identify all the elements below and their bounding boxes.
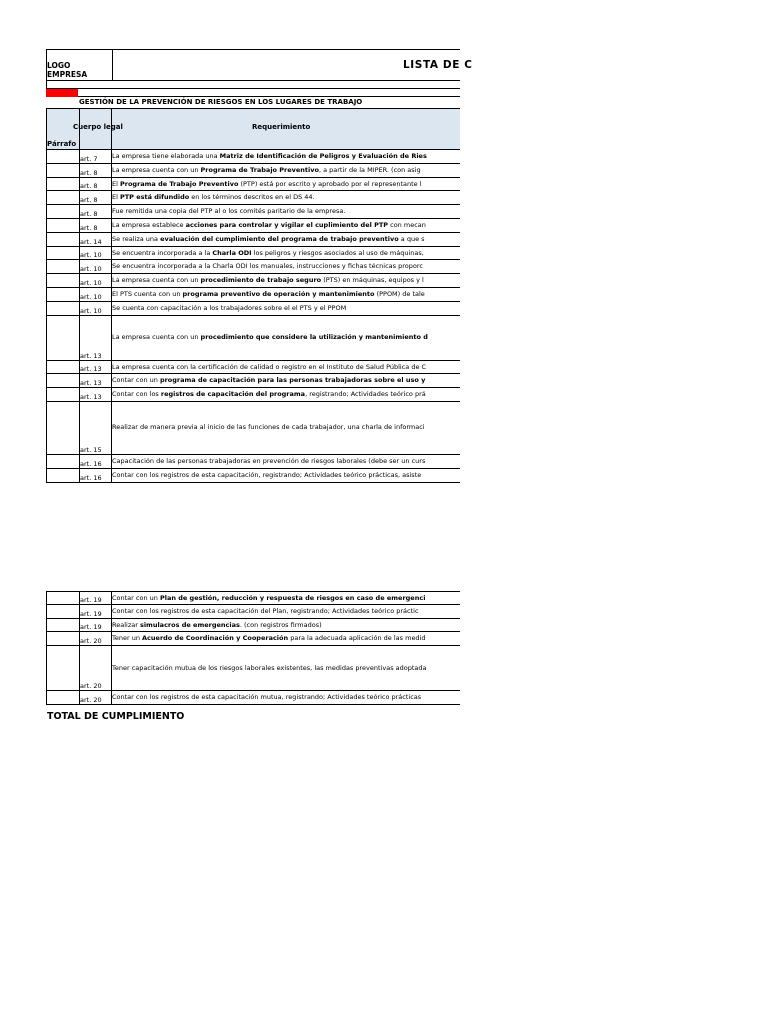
- requirement-text: Tener capacitación mutua de los riesgos laborales existentes, las medidas preventivas adoptada: [112, 663, 427, 672]
- parrafo-cell: [47, 247, 80, 260]
- requirement-cell: [112, 455, 460, 468]
- requirement-text: El: [112, 179, 120, 188]
- table-row: [46, 274, 460, 288]
- table-row: [46, 150, 460, 164]
- column-header-requerimiento: Requerimiento: [252, 123, 311, 131]
- requirement-cell: [112, 150, 460, 163]
- article-label: art. 14: [80, 237, 102, 246]
- article-cell: [79, 260, 112, 273]
- requirement-text: . (con registros firmados): [239, 620, 322, 629]
- article-cell: [79, 402, 112, 454]
- parrafo-cell: [47, 274, 80, 287]
- requirement-cell: [112, 274, 460, 287]
- article-label: art. 10: [80, 251, 102, 260]
- requirement-text: acciones para controlar y vigilar el cuplimiento del PTP: [185, 220, 389, 229]
- article-label: art. 16: [80, 473, 102, 482]
- article-label: art. 16: [80, 459, 102, 468]
- table-row: [46, 233, 460, 247]
- requirement-cell: [112, 219, 460, 232]
- requirement-text: registros de capacitación del programa: [160, 390, 306, 399]
- spacer-row: [46, 80, 460, 89]
- article-cell: [79, 288, 112, 301]
- parrafo-cell: [47, 233, 80, 246]
- requirement-cell: [112, 302, 460, 315]
- article-cell: [79, 361, 112, 374]
- requirement-text: en los términos descritos en el DS 44.: [189, 193, 315, 202]
- requirement-text: La empresa cuenta con un: [112, 276, 201, 285]
- requirement-cell: [112, 260, 460, 273]
- red-flag-cell: [46, 89, 78, 97]
- parrafo-cell: [47, 361, 80, 374]
- parrafo-cell: [47, 592, 80, 604]
- table-row: [46, 260, 460, 274]
- requirement-cell: [112, 191, 460, 204]
- table-row: [46, 288, 460, 302]
- article-label: art. 10: [80, 306, 102, 315]
- parrafo-header: Párrafo: [47, 140, 77, 148]
- requirement-text: a que s: [398, 234, 425, 243]
- article-cell: [79, 178, 112, 191]
- requirement-cell: [112, 402, 460, 454]
- parrafo-cell: [47, 219, 80, 232]
- article-label: art. 15: [80, 445, 102, 454]
- table-row: [46, 388, 460, 402]
- requirement-text: El PTS cuenta con un: [112, 289, 183, 298]
- requirement-text: Charla ODI: [212, 248, 252, 257]
- table-row: [46, 469, 460, 483]
- article-cell: [79, 233, 112, 246]
- table-row: [46, 191, 460, 205]
- article-cell: [79, 691, 112, 704]
- requirement-text: con mecan: [388, 220, 426, 229]
- article-cell: [79, 632, 112, 645]
- table-row: [46, 374, 460, 388]
- requirement-text: La empresa establece: [112, 220, 186, 229]
- article-label: art. 20: [80, 682, 102, 691]
- article-cell: [79, 247, 112, 260]
- table-row: [46, 205, 460, 219]
- requirement-text: (PTP) está por escrito y aprobado por el representante l: [238, 179, 422, 188]
- article-label: art. 13: [80, 392, 102, 401]
- requirement-text: Se cuenta con capacitación a los trabajadores sobre el el PTS y el PPOM: [112, 303, 347, 312]
- requirement-cell: [112, 632, 460, 645]
- article-cell: [79, 646, 112, 690]
- parrafo-cell: [47, 455, 80, 468]
- article-cell: [79, 302, 112, 315]
- requirement-text: Se realiza una: [112, 234, 161, 243]
- requirement-cell: [112, 361, 460, 374]
- parrafo-cell: [47, 632, 80, 645]
- article-label: art. 8: [80, 182, 98, 191]
- requirement-cell: [112, 592, 460, 604]
- cuerpo-legal-header: Cuerpo legal: [73, 123, 123, 131]
- requirement-cell: [112, 691, 460, 704]
- requirement-cell: [112, 205, 460, 218]
- requirement-text: La empresa cuenta con un: [112, 333, 201, 342]
- article-cell: [79, 619, 112, 632]
- requirement-cell: [112, 316, 460, 360]
- section-title: GESTIÓN DE LA PREVENCIÓN DE RIESGOS EN LOS LUGARES DE TRABAJO: [79, 98, 363, 106]
- article-label: art. 19: [80, 609, 102, 618]
- article-label: art. 8: [80, 209, 98, 218]
- requirement-text: Contar con los: [112, 390, 161, 399]
- article-label: art. 13: [80, 379, 102, 388]
- article-cell: [79, 605, 112, 618]
- requirements-table: [46, 150, 460, 483]
- article-label: art. 8: [80, 223, 98, 232]
- parrafo-cell: [47, 374, 80, 387]
- article-label: art. 10: [80, 278, 102, 287]
- article-cell: [79, 219, 112, 232]
- requirement-text: Capacitación de las personas trabajadoras en prevención de riesgos laborales (debe ser un curs: [112, 456, 426, 465]
- requirement-text: (PPOM) de tale: [374, 289, 425, 298]
- requirement-cell: [112, 233, 460, 246]
- requirement-text: Contar con un: [112, 594, 160, 602]
- requirement-cell: [112, 247, 460, 260]
- requirement-text: Contar con un: [112, 376, 160, 385]
- article-label: art. 8: [80, 196, 98, 205]
- total-label: TOTAL DE CUMPLIMIENTO: [47, 711, 185, 722]
- sheet-header: [46, 49, 473, 81]
- requirement-text: programa preventivo de operación y mantenimiento: [182, 289, 375, 298]
- requirement-text: La empresa tiene elaborada una: [112, 152, 220, 160]
- parrafo-cell: [47, 288, 80, 301]
- article-label: art. 7: [80, 154, 98, 163]
- requirement-text: Plan de gestión, reducción y respuesta de riesgos en caso de emergenci: [159, 594, 426, 602]
- requirement-cell: [112, 469, 460, 482]
- table-row: [46, 402, 460, 455]
- requirement-text: La empresa cuenta con la certificación de calidad o registro en el Instituto de Salud Pública de C: [112, 362, 427, 371]
- logo-cell: [47, 50, 113, 81]
- parrafo-cell: [47, 646, 80, 690]
- requirement-cell: [112, 288, 460, 301]
- table-row: [46, 646, 460, 691]
- article-label: art. 8: [80, 168, 98, 177]
- table-row: [46, 178, 460, 192]
- parrafo-cell: [47, 191, 80, 204]
- table-row: [46, 619, 460, 633]
- article-cell: [79, 469, 112, 482]
- article-cell: [79, 191, 112, 204]
- requirement-text: PTP está difundido: [119, 193, 190, 202]
- requirement-text: Contar con los registros de esta capacitación del Plan, registrando; Actividades teórico práctic: [112, 606, 419, 615]
- table-row: [46, 316, 460, 361]
- parrafo-cell: [47, 388, 80, 401]
- requirement-text: , a partir de la MIPER. (con asig: [318, 165, 421, 174]
- requirement-cell: [112, 164, 460, 177]
- requirement-text: Matriz de Identificación de Peligros y Evaluación de Ries: [219, 152, 427, 160]
- article-cell: [79, 455, 112, 468]
- requirement-text: La empresa cuenta con un: [112, 165, 201, 174]
- requirement-text: Tener un: [112, 634, 143, 643]
- divider: [78, 96, 460, 97]
- requirement-text: los peligros y riesgos asociados al uso de máquinas,: [251, 248, 424, 257]
- requirement-text: Realizar de manera previa al inicio de las funciones de cada trabajador, una charla de informaci: [112, 423, 425, 432]
- requirement-text: Programa de Trabajo Preventivo: [200, 165, 319, 174]
- requirement-text: programa de capacitación para las personas trabajadoras sobre el uso y: [159, 376, 426, 385]
- article-cell: [79, 150, 112, 163]
- table-row: [46, 302, 460, 316]
- requirement-text: Contar con los registros de esta capacitación, registrando; Actividades teórico prácticas, asiste: [112, 470, 422, 479]
- table-row: [46, 632, 460, 646]
- parrafo-cell: [47, 302, 80, 315]
- requirement-cell: [112, 605, 460, 618]
- requirement-text: , registrando; Actividades teórico prá: [305, 390, 426, 399]
- parrafo-cell: [47, 178, 80, 191]
- article-cell: [79, 374, 112, 387]
- requirement-text: Se encuentra incorporada a la: [112, 248, 213, 257]
- table-row: [46, 455, 460, 469]
- article-cell: [79, 592, 112, 604]
- column-header-cuerpo-legal: [73, 109, 123, 149]
- requirement-text: simulacros de emergencias: [139, 620, 240, 629]
- table-row: [46, 605, 460, 619]
- requirement-text: Programa de Trabajo Preventivo: [119, 179, 239, 188]
- requirement-text: para la adecuada aplicación de las medid: [288, 634, 426, 643]
- article-label: art. 10: [80, 292, 102, 301]
- article-cell: [79, 205, 112, 218]
- article-label: art. 20: [80, 637, 102, 646]
- table-row: [46, 591, 460, 605]
- requirement-cell: [112, 374, 460, 387]
- parrafo-cell: [47, 691, 80, 704]
- parrafo-cell: [47, 619, 80, 632]
- requirement-cell: [112, 388, 460, 401]
- requirement-text: El: [112, 193, 120, 202]
- requirement-text: Realizar: [112, 620, 140, 629]
- article-label: art. 19: [80, 623, 102, 632]
- article-label: art. 10: [80, 265, 102, 274]
- parrafo-cell: [47, 316, 80, 360]
- logo-label: LOGO EMPRESA: [47, 61, 88, 79]
- article-label: art. 13: [80, 365, 102, 374]
- table-row: [46, 219, 460, 233]
- parrafo-cell: [47, 205, 80, 218]
- article-label: art. 20: [80, 695, 102, 704]
- requirement-text: Se encuentra incorporada a la Charla ODI los manuales, instrucciones y fichas técnicas proporc: [112, 262, 423, 271]
- parrafo-cell: [47, 402, 80, 454]
- page-title: LISTA DE C: [403, 59, 473, 71]
- parrafo-cell: [47, 469, 80, 482]
- table-row: [46, 247, 460, 261]
- parrafo-cell: [47, 260, 80, 273]
- table-row: [46, 164, 460, 178]
- requirement-text: Contar con los registros de esta capacitación mutua, registrando; Actividades teórico prácticas: [112, 693, 422, 702]
- article-cell: [79, 164, 112, 177]
- table-row: [46, 691, 460, 705]
- requirements-table-emergencies: [46, 591, 460, 705]
- parrafo-cell: [47, 150, 80, 163]
- article-label: art. 19: [80, 595, 102, 604]
- requirement-text: evaluación del cumplimiento del programa de trabajo preventivo: [160, 234, 399, 243]
- requirement-cell: [112, 178, 460, 191]
- requirement-text: (PTS) en máquinas, equipos y l: [321, 276, 424, 285]
- article-label: art. 13: [80, 351, 102, 360]
- parrafo-cell: [47, 605, 80, 618]
- requirement-text: Fue remitida una copia del PTP al o los comités paritario de la empresa.: [112, 207, 346, 216]
- article-cell: [79, 316, 112, 360]
- column-header-row: [46, 108, 460, 150]
- requirement-cell: [112, 619, 460, 632]
- requirement-text: procedimiento de trabajo seguro: [200, 276, 322, 285]
- parrafo-cell: [47, 164, 80, 177]
- table-row: [46, 361, 460, 375]
- article-cell: [79, 388, 112, 401]
- requirement-cell: [112, 646, 460, 690]
- article-cell: [79, 274, 112, 287]
- requirement-text: Acuerdo de Coordinación y Cooperación: [142, 634, 289, 643]
- requirement-text: procedimiento que considere la utilización y mantenimiento d: [200, 333, 428, 342]
